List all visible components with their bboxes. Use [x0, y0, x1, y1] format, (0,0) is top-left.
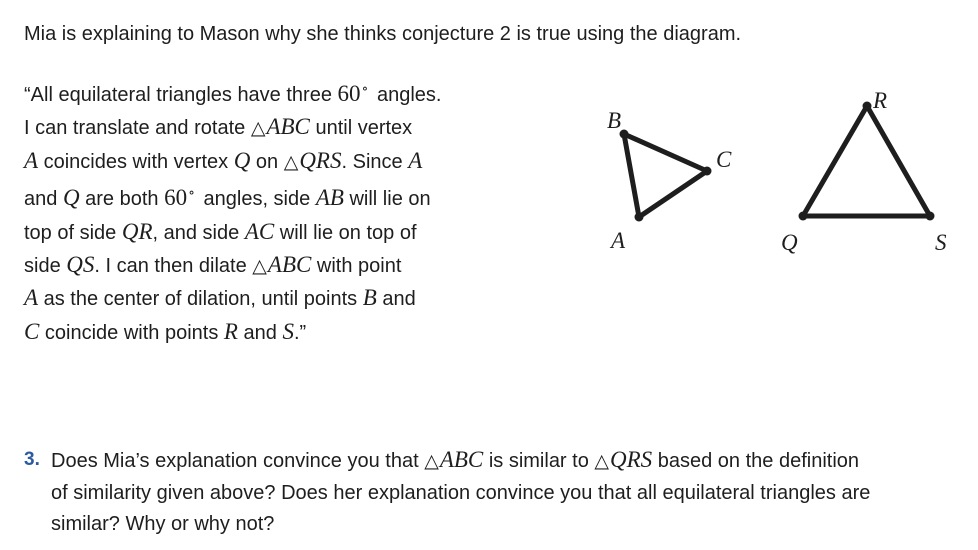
degree-symbol: ∘ — [361, 82, 369, 97]
quote-line-1 — [24, 74, 524, 111]
quote-line-2 — [24, 111, 524, 144]
question-text: based on the definition — [652, 450, 860, 472]
quote-text: “All equilateral triangles have three — [24, 84, 338, 106]
quote-text: will lie on — [343, 188, 431, 211]
triangle-abc — [607, 108, 732, 253]
quote-line-7 — [24, 282, 524, 315]
quote-line-6 — [24, 249, 524, 282]
vertex-a: A — [408, 147, 423, 173]
vertex-c: C — [24, 318, 40, 344]
vertex-r: R — [223, 318, 238, 344]
triangles-diagram — [580, 70, 970, 270]
label-r: R — [873, 88, 888, 113]
triangle-symbol: △ — [252, 255, 267, 278]
label-q: Q — [781, 230, 798, 255]
label-b: B — [607, 108, 622, 133]
point-r — [863, 102, 872, 111]
quote-text: until vertex — [309, 117, 413, 140]
intro-text: Mia is explaining to Mason why she thinks conjecture 2 is true using the diagram. — [24, 23, 742, 45]
triangle-name-qrs: QRS — [299, 147, 342, 173]
triangle-name-abc: ABC — [439, 447, 484, 472]
question-text: Does Mia’s explanation convince you that — [51, 450, 425, 472]
point-q — [799, 212, 808, 221]
vertex-a: A — [24, 285, 39, 311]
quote-text: and — [376, 288, 416, 311]
quote-text: are both — [79, 188, 165, 211]
vertex-s: S — [282, 318, 294, 344]
quote-text: and — [24, 188, 63, 211]
triangle-name-abc: ABC — [267, 252, 312, 278]
vertex-q: Q — [233, 147, 251, 173]
quote-line-4 — [24, 178, 524, 215]
vertex-b: B — [362, 285, 377, 311]
vertex-q: Q — [62, 185, 80, 211]
triangle-abc-outline — [624, 134, 707, 217]
number-60: 60 — [337, 81, 361, 106]
question-line-1 — [51, 444, 870, 478]
question-body — [51, 444, 870, 541]
question-line-3: similar? Why or why not? — [51, 513, 275, 535]
point-a — [635, 213, 644, 222]
quote-text: coincides with vertex — [38, 150, 234, 173]
segment-qr: QR — [121, 218, 153, 244]
triangle-symbol: △ — [594, 450, 610, 472]
triangle-qrs — [781, 88, 947, 255]
quote-text: top of side — [24, 221, 122, 244]
quote-line-5 — [24, 216, 524, 249]
point-s — [926, 212, 935, 221]
quote-text: with point — [311, 255, 402, 278]
triangle-name-qrs: QRS — [610, 447, 653, 472]
quote-text: side — [24, 255, 67, 278]
label-a: A — [611, 228, 626, 253]
quote-text: angles. — [371, 84, 442, 106]
triangle-name-abc: ABC — [266, 114, 310, 140]
question-line-2: of similarity given above? Does her explanation convince you that all equilateral triangles are — [51, 481, 871, 504]
triangle-symbol: △ — [424, 450, 439, 472]
quote-text: .” — [293, 321, 307, 344]
quote-text: , and side — [152, 221, 245, 244]
vertex-a: A — [24, 147, 39, 173]
question-text: is similar to — [483, 450, 595, 472]
triangle-qrs-outline — [803, 106, 930, 216]
quote-text: will lie on top of — [274, 221, 417, 244]
question-3 — [24, 444, 870, 541]
quote-text: as the center of dilation, until points — [38, 288, 363, 311]
mia-quote — [24, 74, 524, 349]
label-c: C — [716, 147, 732, 172]
triangle-symbol: △ — [250, 117, 266, 140]
triangle-symbol: △ — [283, 150, 299, 173]
segment-ab: AB — [315, 185, 344, 211]
segment-ac: AC — [244, 218, 275, 244]
number-60: 60 — [164, 185, 188, 211]
quote-text: angles, side — [197, 188, 316, 211]
quote-text: . Since — [341, 150, 409, 173]
label-s: S — [935, 230, 947, 255]
segment-qs: QS — [66, 252, 95, 278]
degree-symbol: ∘ — [188, 186, 195, 202]
quote-line-8 — [24, 316, 524, 349]
quote-text: on — [250, 150, 284, 173]
quote-text: . I can then dilate — [94, 255, 253, 278]
quote-text: I can translate and rotate — [24, 117, 251, 140]
point-c — [703, 167, 712, 176]
quote-text: and — [237, 321, 283, 344]
quote-line-3 — [24, 145, 524, 178]
question-number: 3. — [24, 449, 40, 470]
quote-text: coincide with points — [39, 321, 224, 344]
